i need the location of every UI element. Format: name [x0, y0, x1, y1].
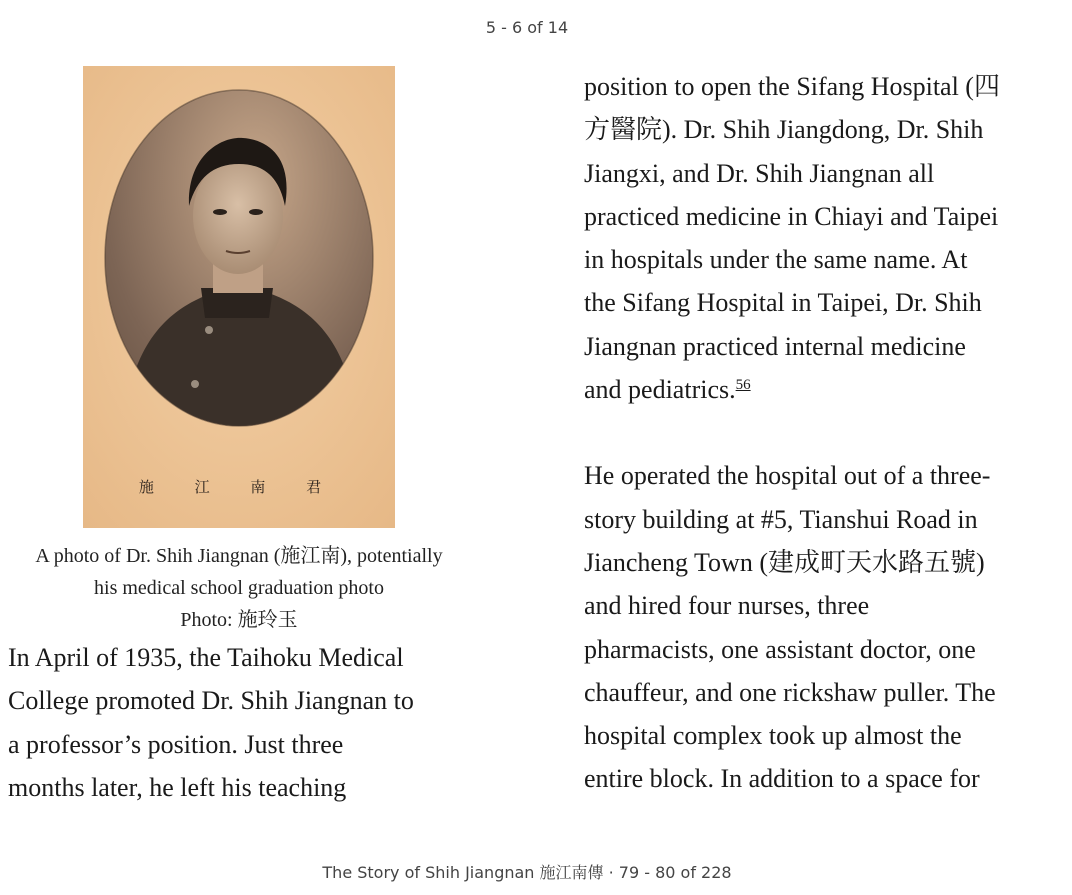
text-line: the Sifang Hospital in Taipei, Dr. Shih — [584, 288, 982, 318]
text-line: practiced medicine in Chiayi and Taipei — [584, 201, 999, 231]
paragraph — [584, 65, 1054, 411]
text-line: Jiancheng Town (建成町天水路五號) — [584, 547, 985, 577]
text-line: In April of 1935, the Taihoku Medical — [8, 643, 404, 672]
text-line: He operated the hospital out of a three- — [584, 461, 991, 491]
text-line: and pediatrics. — [584, 375, 736, 405]
text-line: months later, he left his teaching — [8, 772, 347, 802]
text-line: pharmacists, one assistant doctor, one — [584, 634, 976, 664]
portrait-photo — [83, 66, 395, 528]
text-line: 方醫院). Dr. Shih Jiangdong, Dr. Shih — [584, 115, 984, 145]
footnote-link[interactable]: 56 — [735, 377, 751, 394]
text-line: Jiangnan practiced internal medicine — [584, 331, 966, 361]
photo-credit: Photo: 施玲玉 — [180, 609, 298, 631]
text-line: College promoted Dr. Shih Jiangnan to — [8, 686, 414, 716]
caption-line: A photo of Dr. Shih Jiangnan (施江南), potentially — [35, 545, 443, 567]
text-line: story building at #5, Tianshui Road in — [584, 504, 978, 534]
right-column-text — [584, 65, 1054, 801]
text-line: chauffeur, and one rickshaw puller. The — [584, 677, 996, 707]
caption-line: his medical school graduation photo — [94, 577, 384, 599]
text-line: a professor’s position. Just three — [8, 729, 344, 759]
photo-label: 施 江 南 君 — [138, 478, 340, 496]
page-indicator: 5 - 6 of 14 — [485, 18, 569, 37]
text-line: Jiangxi, and Dr. Shih Jiangnan all — [584, 158, 935, 188]
left-column-text — [8, 636, 478, 809]
photo-caption — [0, 540, 478, 636]
text-line: in hospitals under the same name. At — [584, 245, 968, 275]
book-progress-footer: The Story of Shih Jiangnan 施江南傳 · 79 - 80 of 228 — [322, 863, 732, 882]
text-line: entire block. In addition to a space for — [584, 764, 980, 794]
text-line: hospital complex took up almost the — [584, 721, 962, 751]
text-line: and hired four nurses, three — [584, 591, 870, 621]
paragraph — [584, 454, 1054, 800]
text-line: position to open the Sifang Hospital (四 — [584, 72, 1000, 101]
paragraph — [8, 636, 478, 809]
